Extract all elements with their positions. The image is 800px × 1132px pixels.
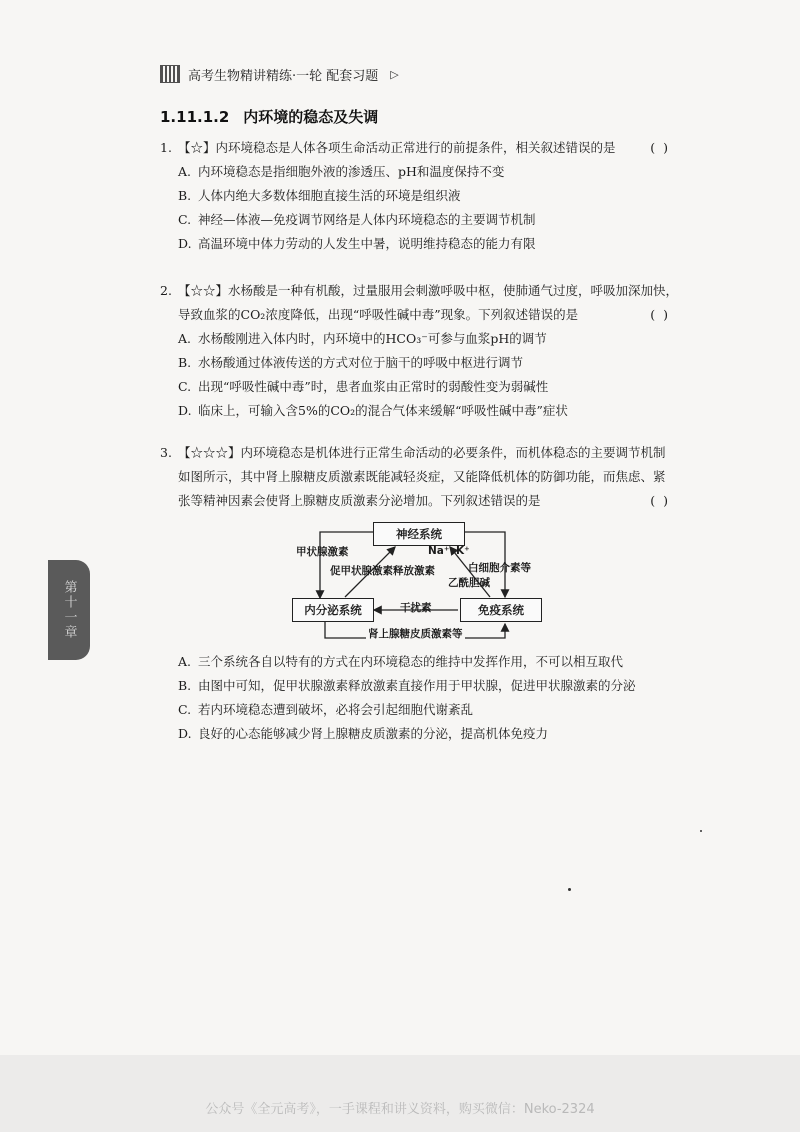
question-number: 2. (160, 283, 172, 298)
chapter-side-tab: 第十一章 (48, 560, 90, 660)
option-d: D. 高温环境中体力劳动的人发生中暑，说明维持稳态的能力有限 (178, 236, 536, 251)
footer-watermark: 公众号《全元高考》，一手课程和讲义资料，购买微信：Neko-2324 (205, 1102, 595, 1117)
qr-code-icon (160, 65, 180, 83)
endocrine-system-box: 内分泌系统 (292, 598, 374, 622)
question-2 (160, 279, 680, 423)
question-number: 1. (160, 140, 172, 155)
answer-paren: ( ) (650, 307, 670, 322)
footer-band (0, 1055, 800, 1132)
question-stem-line2: 导致血浆的CO₂浓度降低，出现“呼吸性碱中毒”现象。下列叙述错误的是 (178, 307, 579, 322)
section-number: 1.11.1.2 (160, 108, 230, 126)
option-d: D. 临床上，可输入含5%的CO₂的混合气体来缓解“呼吸性碱中毒”症状 (178, 403, 568, 418)
option-b: B. 水杨酸通过体液传送的方式对位于脑干的呼吸中枢进行调节 (178, 355, 524, 370)
option-d: D. 良好的心态能够减少肾上腺糖皮质激素的分泌，提高机体免疫力 (178, 726, 549, 741)
answer-paren: ( ) (650, 140, 670, 155)
question-stem-line1: 水杨酸是一种有机酸，过量服用会刺激呼吸中枢，使肺通气过度，呼吸加深加快， (228, 283, 679, 298)
question-stem-line2: 如图所示，其中肾上腺糖皮质激素既能减轻炎症，又能降低机体的防御功能，而焦虑、紧 (178, 469, 666, 484)
label-thyroid-hormone: 甲状腺激素 (296, 546, 349, 558)
option-a: A. 水杨酸刚进入体内时，内环境中的HCO₃⁻可参与血浆pH的调节 (178, 331, 547, 346)
page-header (160, 64, 399, 84)
question-number: 3. (160, 445, 172, 460)
question-3 (160, 441, 680, 513)
label-glucocorticoid: 肾上腺糖皮质激素等 (368, 628, 463, 640)
option-b: B. 人体内绝大多数体细胞直接生活的环境是组织液 (178, 188, 461, 203)
option-c: C. 出现“呼吸性碱中毒”时，患者血浆由正常时的弱酸性变为弱碱性 (178, 379, 549, 394)
label-trh: 促甲状腺激素释放激素 (330, 565, 435, 577)
immune-system-box: 免疫系统 (460, 598, 542, 622)
question-stem-line3: 张等精神因素会使肾上腺糖皮质激素分泌增加。下列叙述错误的是 (178, 493, 541, 508)
label-interleukin: 白细胞介素等 (468, 562, 531, 574)
section-name: 内环境的稳态及失调 (243, 108, 379, 126)
scan-speck (568, 888, 571, 891)
section-title (160, 106, 378, 127)
scan-speck (700, 830, 702, 832)
question-stem: 内环境稳态是人体各项生命活动正常进行的前提条件，相关叙述错误的是 (215, 140, 616, 155)
label-acetylcholine: 乙酰胆碱 (448, 577, 490, 589)
difficulty-stars: 【☆☆】 (178, 283, 229, 298)
answer-paren: ( ) (650, 493, 670, 508)
option-a: A. 三个系统各自以特有的方式在内环境稳态的维持中发挥作用，不可以相互取代 (178, 654, 624, 669)
regulation-diagram (290, 520, 550, 645)
label-na: Na⁺ (428, 545, 450, 557)
option-a: A. 内环境稳态是指细胞外液的渗透压、pH和温度保持不变 (178, 164, 505, 179)
difficulty-stars: 【☆☆☆】 (178, 445, 241, 460)
question-1 (160, 136, 680, 256)
play-outline-icon: ▷ (390, 67, 399, 81)
option-c: C. 若内环境稳态遭到破坏，必将会引起细胞代谢紊乱 (178, 702, 474, 717)
header-title: 高考生物精讲精练·一轮 配套习题 (188, 68, 379, 84)
option-b: B. 由图中可知，促甲状腺激素释放激素直接作用于甲状腺，促进甲状腺激素的分泌 (178, 678, 636, 693)
question-3-options (160, 650, 680, 746)
label-interferon: 干扰素 (400, 602, 432, 614)
option-c: C. 神经—体液—免疫调节网络是人体内环境稳态的主要调节机制 (178, 212, 536, 227)
question-stem-line1: 内环境稳态是机体进行正常生命活动的必要条件，而机体稳态的主要调节机制 (240, 445, 666, 460)
difficulty-stars: 【☆】 (178, 140, 216, 155)
label-k: K⁺ (456, 545, 470, 557)
nervous-system-box: 神经系统 (373, 522, 465, 546)
